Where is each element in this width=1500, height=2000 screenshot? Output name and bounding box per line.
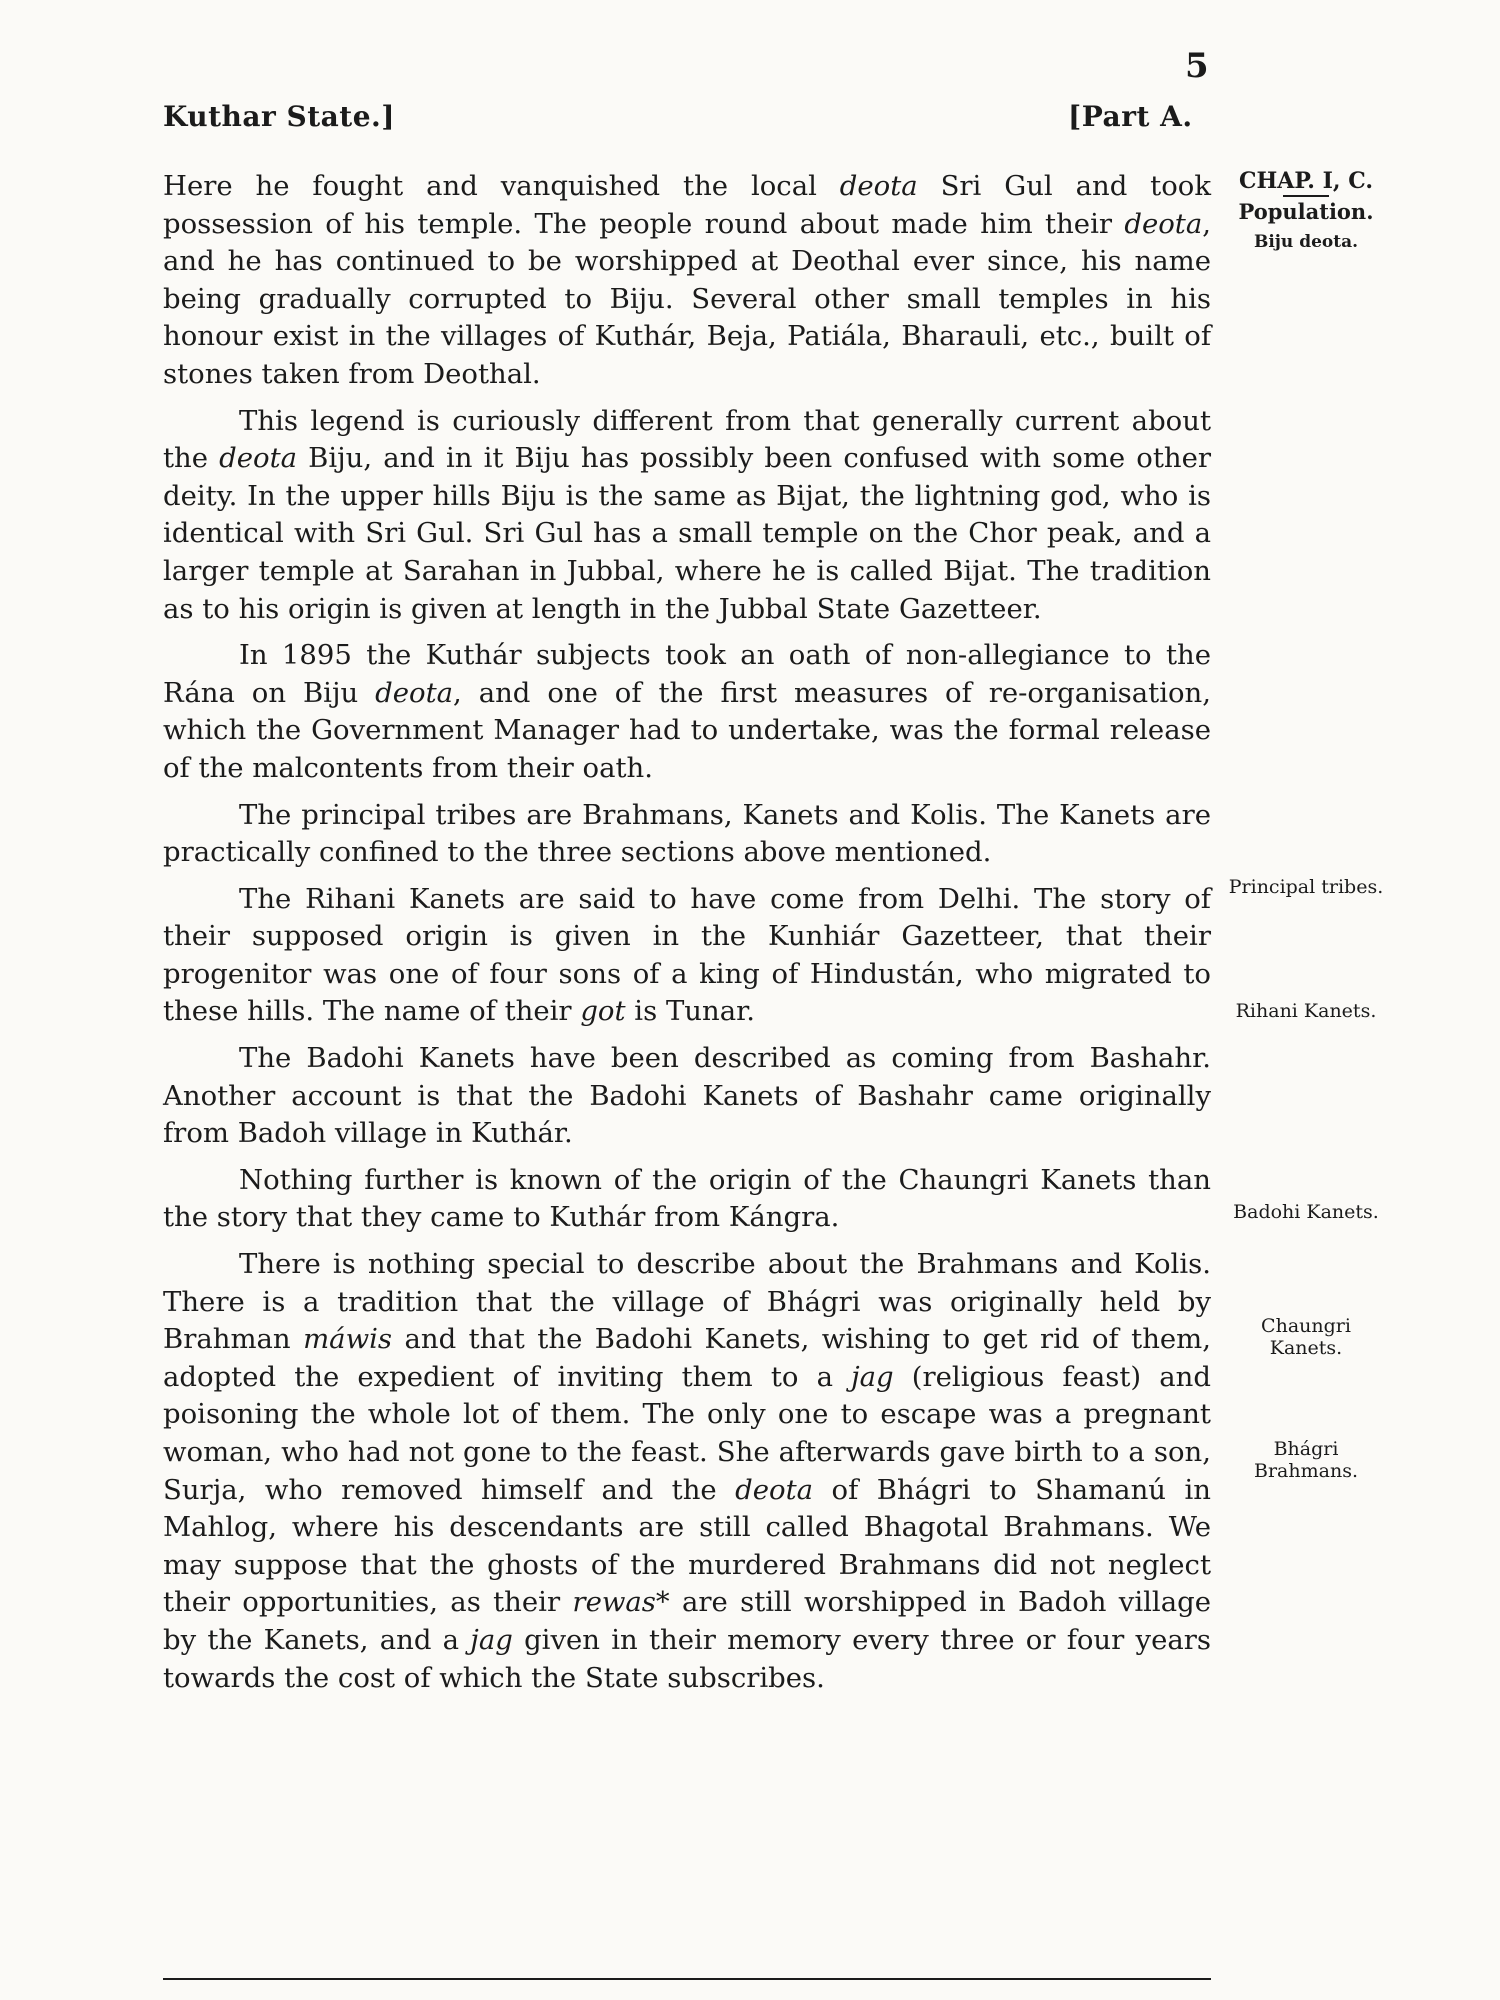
paragraph: Here he fought and vanquished the local deota Sri Gul and took possession of his temple. The people round about made him their deota, and he has continued to be worshipped at Deothal ever since, his name being gradually corrupted to Biju. Several other small temples in his honour exist in the villages of Kuthár, Beja, Patiála, Bharauli, etc., built of stones taken from Deothal. (163, 170, 1212, 390)
margin-population: Population. (1238, 199, 1374, 224)
italic-term: jag (470, 1623, 513, 1656)
paragraph: The principal tribes are Brahmans, Kanets and Kolis. The Kanets are practically confined to the three sections above mentioned. (163, 798, 1211, 869)
italic-term: jag (851, 1360, 894, 1393)
paragraph: The Badohi Kanets have been described as coming from Bashahr. Another account is that the Badohi Kanets of Bashahr came originally from Badoh village in Kuthár. (163, 1042, 1211, 1150)
paragraph: In 1895 the Kuthár subjects took an oath of non-allegiance to the Rána on Biju deota, and one of the first measures of re-organisation, which the Government Manager had to undertake, was the formal release of the malcontents from their oath. (163, 639, 1211, 784)
margin-principal-tribes: Principal tribes. (1228, 876, 1384, 898)
paragraph: The Rihani Kanets are said to have come from Delhi. The story of their supposed origin is given in the Kunhiár Gazetteer, that their progenitor was one of four sons of a king of Hindustán, who migrated to these hills. The name of their got is Tunar. (163, 882, 1211, 1028)
italic-term: deota (219, 442, 298, 475)
margin-note-chapter (1226, 170, 1386, 253)
italic-term: got (580, 995, 626, 1028)
margin-chap-label: CHAP. I, C. (1239, 168, 1373, 194)
body-text (163, 168, 1211, 1706)
margin-bhagri-brahmans: Bhágri Brahmans. (1254, 1438, 1358, 1482)
paragraph: Nothing further is known of the origin of the Chaungri Kanets than the story that they came to Kuthár from Kángra. (163, 1163, 1211, 1234)
italic-term: rewas (572, 1586, 656, 1619)
margin-rihani-kanets: Rihani Kanets. (1235, 1000, 1377, 1022)
running-header-right: [Part A. (1068, 100, 1193, 133)
italic-term: deota (375, 676, 454, 709)
margin-badohi-kanets: Badohi Kanets. (1233, 1201, 1379, 1223)
italic-term: deota (735, 1473, 814, 1506)
italic-term: deota (839, 170, 918, 202)
page-number: 5 (1185, 46, 1209, 86)
running-header-left: Kuthar State.] (163, 100, 396, 133)
margin-biju-deota: Biju deota. (1253, 232, 1359, 252)
italic-term: máwis (303, 1323, 393, 1356)
italic-term: deota (1124, 207, 1203, 240)
paragraph: This legend is curiously different from that generally current about the deota Biju, and in it Biju has possibly been confused with some other deity. In the upper hills Biju is the same as Bijat, the lightning god, who is identical with Sri Gul. Sri Gul has a small temple on the Chor peak, and a larger temple at Sarahan in Jubbal, where he is called Bijat. The tradition as to his origin is given at length in the Jubbal State Gazetteer. (163, 404, 1212, 625)
margin-chaungri-kanets: Chaungri Kanets. (1261, 1315, 1351, 1359)
margin-chap-divider (1283, 195, 1329, 197)
paragraph: There is nothing special to describe about the Brahmans and Kolis. There is a tradition that the village of Bhágri was originally held by Brahman máwis and that the Badohi Kanets, wishing to get rid of them, adopted the expedient of inviting them to a jag (religious feast) and poisoning the whole lot of them. The only one to escape was a pregnant woman, who had not gone to the feast. She afterwards gave birth to a son, Surja, who removed himself and the deota of Bhágri to Shamanú in Mahlog, where his descendants are still called Bhagotal Brahmans. We may suppose that the ghosts of the murdered Brahmans did not neglect their opportunities, as their rewas* are still worshipped in Badoh village by the Kanets, and a jag given in their memory every three or four years towards the cost of which the State subscribes. (163, 1248, 1212, 1694)
footnote-rule (163, 1978, 1211, 1980)
